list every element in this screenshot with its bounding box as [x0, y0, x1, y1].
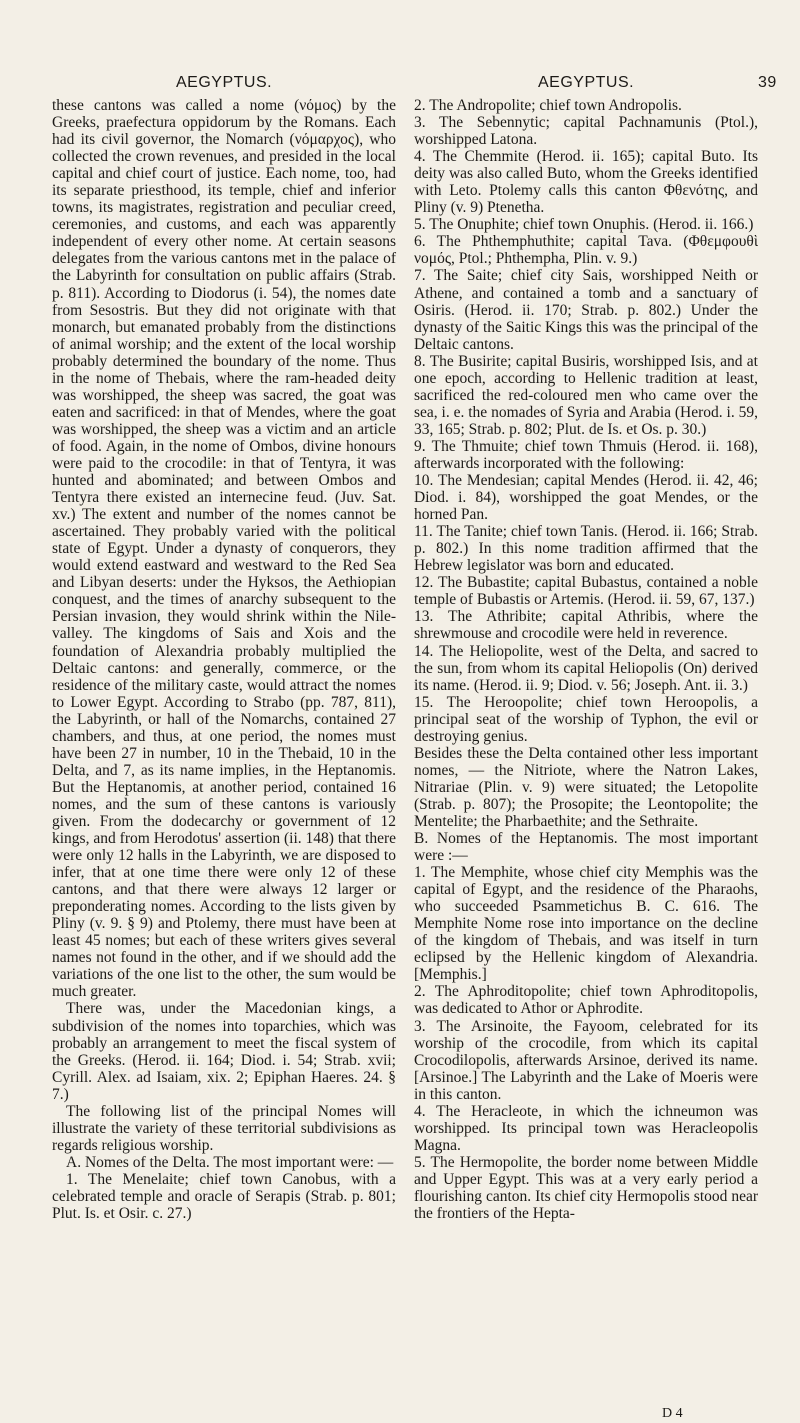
list-item: 3. The Sebennytic; capital Pachnamunis (Ptol.), worshipped Latona. — [414, 114, 758, 149]
right-column — [414, 97, 758, 1222]
list-item: 13. The Athribite; capital Athribis, where the shrewmouse and crocodile were held in reverence. — [414, 608, 758, 643]
paragraph: these cantons was called a nome (νόμος) by the Greeks, praefectura oppidorum by the Romans. Each had its civil governor, the Nomarch (νόμαρχος), who collected the crown revenues, and presided in the local capital and chief court of justice. Each nome, too, had its separate priesthood, its temple, chief and inferior towns, its magistrates, registration and peculiar creed, ceremonies, and customs, and each was apparently independent of every other nome. At certain seasons delegates from the various cantons met in the palace of the Labyrinth for consultation on public affairs (Strab. p. 811). According to Diodorus (i. 54), the nomes date from Sesostris. But they did not originate with that monarch, but emanated probably from the distinctions of animal worship; and the extent of the local worship probably determined the boundary of the nome. Thus in the nome of Thebais, where the ram-headed deity was worshipped, the sheep was sacred, the goat was eaten and sacrificed: in that of Mendes, where the goat was worshipped, the sheep was a victim and an article of food. Again, in the nome of Ombos, divine honours were paid to the crocodile: in that of Tentyra, it was hunted and abominated; and between Ombos and Tentyra there existed an internecine feud. (Juv. Sat. xv.) The extent and number of the nomes cannot be ascertained. They probably varied with the political state of Egypt. Under a dynasty of conquerors, they would extend eastward and westward to the Red Sea and Libyan deserts: under the Hyksos, the Aethiopian conquest, and the times of anarchy subsequent to the Persian invasion, they would shrink within the Nile-valley. The kingdoms of Sais and Xois and the foundation of Alexandria probably multiplied the Deltaic cantons: and generally, commerce, or the residence of the military caste, would attract the nomes to Lower Egypt. According to Strabo (pp. 787, 811), the Labyrinth, or hall of the Nomarchs, contained 27 chambers, and thus, at one period, the nomes must have been 27 in number, 10 in the Thebaid, 10 in the Delta, and 7, as its name implies, in the Heptanomis. But the Heptanomis, at another period, contained 16 nomes, and the sum of these cantons is variously given. From the dodecarchy or government of 12 kings, and from Herodotus' assertion (ii. 148) that there were only 12 halls in the Labyrinth, we are disposed to infer, that at one time there were only 12 of these cantons, and that there were always 12 larger or preponderating nomes. According to the lists given by Pliny (v. 9. § 9) and Ptolemy, there must have been at least 45 nomes; but each of these writers gives several names not found in the other, and if we should add the variations of the one list to the other, the sum would be much greater. — [52, 97, 396, 1001]
list-item: 5. The Hermopolite, the border nome between Middle and Upper Egypt. This was at a very early period a flourishing canton. Its chief city Hermopolis stood near the frontiers of the Hepta- — [414, 1153, 758, 1223]
list-item: 10. The Mendesian; capital Mendes (Herod. ii. 42, 46; Diod. i. 84), worshipped the goat Mendes, or the horned Pan. — [414, 472, 758, 524]
list-item: 15. The Heroopolite; chief town Heroopolis, a principal seat of the worship of Typhon, the evil or destroying genius. — [414, 693, 758, 745]
left-column — [52, 97, 396, 1222]
list-item: 9. The Thmuite; chief town Thmuis (Herod. ii. 168), afterwards incorporated with the following: — [414, 437, 758, 472]
list-item: 3. The Arsinoite, the Fayoom, celebrated for its worship of the crocodile, from which its capital Crocodilopolis, afterwards Arsinoe, derived its name. [Arsinoe.] The Labyrinth and the Lake of Moeris were in this canton. — [414, 1017, 758, 1103]
paragraph: Besides these the Delta contained other less important nomes, — the Nitriote, where the Natron Lakes, Nitrariae (Plin. v. 9) were situated; the Letopolite (Strab. p. 807); the Prosopite; the Leontopolite; the Mentelite; the Pharbaethite; and the Sethraite. — [414, 744, 758, 830]
list-item: 6. The Phthemphuthite; capital Tava. (Φθεμφουθὶ νομός, Ptol.; Phthempha, Plin. v. 9.) — [414, 233, 758, 268]
list-item: 12. The Bubastite; capital Bubastus, contained a noble temple of Bubastis or Artemis. (Herod. ii. 59, 67, 137.) — [414, 574, 758, 609]
list-item: 5. The Onuphite; chief town Onuphis. (Herod. ii. 166.) — [414, 216, 754, 234]
page-number: 39 — [758, 74, 777, 91]
list-item: 1. The Memphite, whose chief city Memphis was the capital of Egypt, and the residence of the Pharaohs, who succeeded Psammetichus B. C. 616. The Memphite Nome rose into importance on the decline of the kingdom of Thebais, and was itself in turn eclipsed by the Hellenic kingdom of Alexandria. [Memphis.] — [414, 864, 758, 984]
running-head-left: AEGYPTUS. — [176, 74, 273, 91]
running-head-right: AEGYPTUS. — [538, 74, 635, 91]
list-item: 4. The Heracleote, in which the ichneumon was worshipped. Its principal town was Heracleopolis Magna. — [414, 1102, 758, 1154]
list-item: 11. The Tanite; chief town Tanis. (Herod. ii. 166; Strab. p. 802.) In this nome tradition affirmed that the Hebrew legislator was born and educated. — [414, 523, 758, 575]
section-heading-delta: A. Nomes of the Delta. The most important were: — — [66, 1153, 394, 1171]
list-item: 2. The Aphroditopolite; chief town Aphroditopolis, was dedicated to Athor or Aphrodite. — [414, 983, 758, 1018]
list-item: 4. The Chemmite (Herod. ii. 165); capital Buto. Its deity was also called Buto, whom the Greeks identified with Leto. Ptolemy calls this canton Φθενότης, and Pliny (v. 9) Ptenetha. — [414, 148, 758, 217]
list-item: 7. The Saite; chief city Sais, worshipped Neith or Athene, and contained a tomb and a sanctuary of Osiris. (Herod. ii. 170; Strab. p. 802.) Under the dynasty of the Saitic Kings this was the principal of the Deltaic cantons. — [414, 267, 758, 353]
section-heading-heptanomis: B. Nomes of the Heptanomis. The most important were :— — [414, 830, 758, 865]
paragraph: There was, under the Macedonian kings, a subdivision of the nomes into toparchies, which was probably an arrangement to meet the fiscal system of the Greeks. (Herod. ii. 164; Diod. i. 54; Strab. xvii; Cyrill. Alex. ad Isaiam, xix. 2; Epiphan Haeres. 24. § 7.) — [52, 1000, 396, 1103]
list-item: 2. The Andropolite; chief town Andropolis. — [414, 97, 682, 114]
list-item: 14. The Heliopolite, west of the Delta, and sacred to the sun, from whom its capital Heliopolis (On) derived its name. (Herod. ii. 9; Diod. v. 56; Joseph. Ant. ii. 3.) — [414, 642, 758, 694]
list-item: 8. The Busirite; capital Busiris, worshipped Isis, and at one epoch, according to Hellenic tradition at least, sacrificed the red-coloured men who came over the sea, i. e. the nomades of Syria and Arabia (Herod. i. 59, 33, 165; Strab. p. 802; Plut. de Is. et Os. p. 30.) — [414, 352, 758, 438]
list-item: 1. The Menelaite; chief town Canobus, with a celebrated temple and oracle of Serapis (Strab. p. 801; Plut. Is. et Osir. c. 27.) — [52, 1170, 396, 1223]
signature-mark: D 4 — [662, 1406, 683, 1421]
paragraph: The following list of the principal Nomes will illustrate the variety of these territorial subdivisions as regards religious worship. — [52, 1102, 396, 1154]
